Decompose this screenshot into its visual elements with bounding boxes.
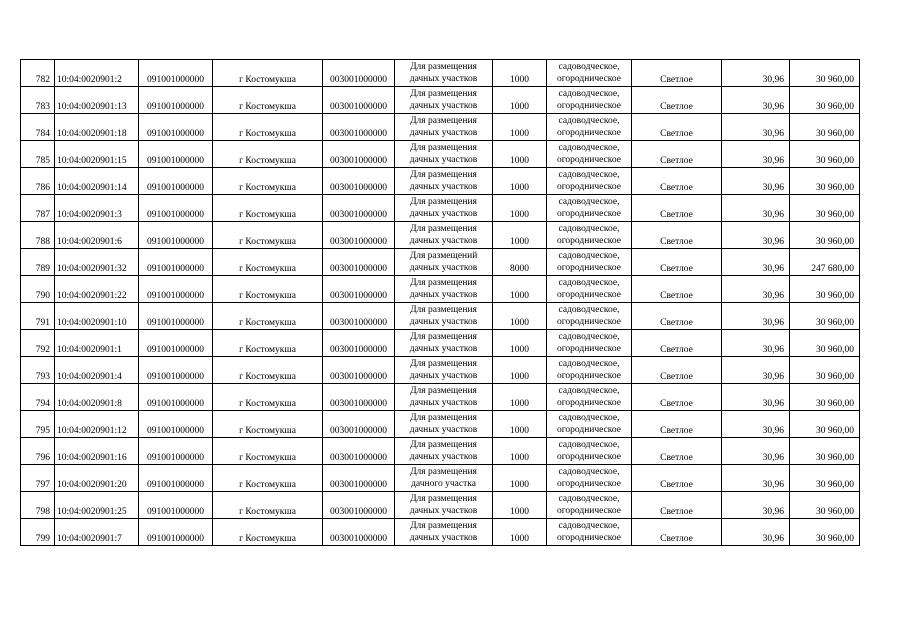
area-cell: 1000: [493, 141, 547, 168]
land-category-line-2: огородническое: [556, 344, 622, 354]
settlement-cell: г Костомукша: [213, 87, 323, 114]
permitted-use-line-2: дачных участков: [409, 182, 478, 192]
unit-value-cell: 30,96: [722, 141, 790, 168]
cadastral-value-cell: 247 680,00: [790, 249, 860, 276]
permitted-use-line-1: Для размещения: [410, 62, 477, 72]
cadastral-value-cell: 30 960,00: [790, 519, 860, 546]
table-row: [21, 168, 860, 195]
cadastral-value-cell: 30 960,00: [790, 330, 860, 357]
settlement-cell: г Костомукша: [213, 303, 323, 330]
cadastral-number-cell: 10:04:0020901:3: [55, 195, 139, 222]
cadastral-value-cell: 30 960,00: [790, 411, 860, 438]
cadastral-number-cell: 10:04:0020901:13: [55, 87, 139, 114]
permitted-use-cell: [395, 411, 493, 438]
permitted-use-line-1: Для размещения: [410, 440, 477, 450]
land-category-line-1: садоводческое,: [558, 143, 620, 153]
cadastral-value-cell: 30 960,00: [790, 438, 860, 465]
location-name-cell: Светлое: [632, 87, 722, 114]
permitted-use-cell: [395, 168, 493, 195]
cadastral-number-cell: 10:04:0020901:7: [55, 519, 139, 546]
area-cell: 1000: [493, 438, 547, 465]
land-category-cell: [547, 519, 632, 546]
permitted-use-line-1: Для размещения: [410, 467, 477, 477]
oktmo-code-cell: 091001000000: [139, 303, 213, 330]
location-name-cell: Светлое: [632, 438, 722, 465]
land-category-line-2: огородническое: [556, 128, 622, 138]
area-cell: 1000: [493, 87, 547, 114]
location-name-cell: Светлое: [632, 114, 722, 141]
oktmo-code-cell: 091001000000: [139, 411, 213, 438]
row-number-cell: 789: [21, 249, 55, 276]
code-cell: 003001000000: [323, 195, 395, 222]
settlement-cell: г Костомукша: [213, 141, 323, 168]
land-category-line-1: садоводческое,: [558, 440, 620, 450]
permitted-use-cell: [395, 330, 493, 357]
oktmo-code-cell: 091001000000: [139, 330, 213, 357]
location-name-cell: Светлое: [632, 411, 722, 438]
settlement-cell: г Костомукша: [213, 249, 323, 276]
code-cell: 003001000000: [323, 411, 395, 438]
land-category-line-1: садоводческое,: [558, 359, 620, 369]
cadastral-value-cell: 30 960,00: [790, 357, 860, 384]
permitted-use-line-1: Для размещения: [410, 494, 477, 504]
land-category-line-1: садоводческое,: [558, 278, 620, 288]
permitted-use-line-1: Для размещений: [409, 251, 478, 261]
land-category-line-1: садоводческое,: [558, 305, 620, 315]
row-number-cell: 793: [21, 357, 55, 384]
code-cell: 003001000000: [323, 438, 395, 465]
row-number-cell: 791: [21, 303, 55, 330]
land-category-cell: [547, 384, 632, 411]
table-row: [21, 384, 860, 411]
permitted-use-line-2: дачных участков: [409, 425, 478, 435]
table-row: [21, 357, 860, 384]
table-row: [21, 114, 860, 141]
cadastral-value-cell: 30 960,00: [790, 114, 860, 141]
table-row: [21, 87, 860, 114]
code-cell: 003001000000: [323, 465, 395, 492]
row-number-cell: 797: [21, 465, 55, 492]
oktmo-code-cell: 091001000000: [139, 114, 213, 141]
cadastral-value-cell: 30 960,00: [790, 303, 860, 330]
cadastral-number-cell: 10:04:0020901:20: [55, 465, 139, 492]
row-number-cell: 798: [21, 492, 55, 519]
land-category-cell: [547, 87, 632, 114]
oktmo-code-cell: 091001000000: [139, 519, 213, 546]
table-row: [21, 195, 860, 222]
unit-value-cell: 30,96: [722, 87, 790, 114]
area-cell: 8000: [493, 249, 547, 276]
cadastral-number-cell: 10:04:0020901:18: [55, 114, 139, 141]
land-category-line-1: садоводческое,: [558, 224, 620, 234]
settlement-cell: г Костомукша: [213, 465, 323, 492]
permitted-use-line-2: дачных участков: [409, 533, 478, 543]
area-cell: 1000: [493, 222, 547, 249]
area-cell: 1000: [493, 465, 547, 492]
land-category-line-2: огородническое: [556, 263, 622, 273]
permitted-use-line-1: Для размещения: [410, 197, 477, 207]
location-name-cell: Светлое: [632, 276, 722, 303]
location-name-cell: Светлое: [632, 384, 722, 411]
oktmo-code-cell: 091001000000: [139, 141, 213, 168]
land-category-line-1: садоводческое,: [558, 332, 620, 342]
unit-value-cell: 30,96: [722, 222, 790, 249]
permitted-use-line-2: дачных участков: [409, 506, 478, 516]
permitted-use-line-2: дачных участков: [409, 155, 478, 165]
settlement-cell: г Костомукша: [213, 222, 323, 249]
cadastral-number-cell: 10:04:0020901:14: [55, 168, 139, 195]
row-number-cell: 783: [21, 87, 55, 114]
oktmo-code-cell: 091001000000: [139, 492, 213, 519]
permitted-use-line-1: Для размещения: [410, 143, 477, 153]
table-row: [21, 276, 860, 303]
area-cell: 1000: [493, 303, 547, 330]
cadastral-value-cell: 30 960,00: [790, 492, 860, 519]
permitted-use-line-1: Для размещения: [410, 521, 477, 531]
settlement-cell: г Костомукша: [213, 168, 323, 195]
settlement-cell: г Костомукша: [213, 114, 323, 141]
oktmo-code-cell: 091001000000: [139, 438, 213, 465]
location-name-cell: Светлое: [632, 357, 722, 384]
cadastral-number-cell: 10:04:0020901:12: [55, 411, 139, 438]
oktmo-code-cell: 091001000000: [139, 276, 213, 303]
location-name-cell: Светлое: [632, 195, 722, 222]
permitted-use-line-2: дачных участков: [409, 290, 478, 300]
permitted-use-cell: [395, 195, 493, 222]
permitted-use-line-1: Для размещения: [410, 359, 477, 369]
settlement-cell: г Костомукша: [213, 492, 323, 519]
settlement-cell: г Костомукша: [213, 519, 323, 546]
land-category-cell: [547, 195, 632, 222]
area-cell: 1000: [493, 330, 547, 357]
row-number-cell: 790: [21, 276, 55, 303]
permitted-use-line-1: Для размещения: [410, 332, 477, 342]
permitted-use-line-1: Для размещения: [410, 386, 477, 396]
location-name-cell: Светлое: [632, 222, 722, 249]
oktmo-code-cell: 091001000000: [139, 195, 213, 222]
permitted-use-cell: [395, 519, 493, 546]
row-number-cell: 787: [21, 195, 55, 222]
area-cell: 1000: [493, 384, 547, 411]
cadastral-number-cell: 10:04:0020901:15: [55, 141, 139, 168]
land-category-line-2: огородническое: [556, 452, 622, 462]
permitted-use-line-2: дачных участков: [409, 101, 478, 111]
code-cell: 003001000000: [323, 384, 395, 411]
settlement-cell: г Костомукша: [213, 438, 323, 465]
code-cell: 003001000000: [323, 114, 395, 141]
cadastral-value-cell: 30 960,00: [790, 87, 860, 114]
unit-value-cell: 30,96: [722, 60, 790, 87]
cadastral-value-cell: 30 960,00: [790, 222, 860, 249]
table-row: [21, 438, 860, 465]
cadastral-value-cell: 30 960,00: [790, 141, 860, 168]
land-category-line-2: огородническое: [556, 317, 622, 327]
oktmo-code-cell: 091001000000: [139, 357, 213, 384]
permitted-use-cell: [395, 384, 493, 411]
cadastral-number-cell: 10:04:0020901:4: [55, 357, 139, 384]
land-category-line-2: огородническое: [556, 533, 622, 543]
code-cell: 003001000000: [323, 519, 395, 546]
unit-value-cell: 30,96: [722, 438, 790, 465]
land-category-cell: [547, 438, 632, 465]
table-row: [21, 60, 860, 87]
area-cell: 1000: [493, 114, 547, 141]
unit-value-cell: 30,96: [722, 249, 790, 276]
code-cell: 003001000000: [323, 141, 395, 168]
permitted-use-cell: [395, 438, 493, 465]
land-category-cell: [547, 465, 632, 492]
code-cell: 003001000000: [323, 357, 395, 384]
permitted-use-line-1: Для размещения: [410, 89, 477, 99]
land-category-cell: [547, 114, 632, 141]
permitted-use-cell: [395, 87, 493, 114]
cadastral-number-cell: 10:04:0020901:32: [55, 249, 139, 276]
table-row: [21, 222, 860, 249]
settlement-cell: г Костомукша: [213, 357, 323, 384]
unit-value-cell: 30,96: [722, 276, 790, 303]
settlement-cell: г Костомукша: [213, 195, 323, 222]
permitted-use-line-2: дачных участков: [409, 452, 478, 462]
settlement-cell: г Костомукша: [213, 411, 323, 438]
land-category-line-2: огородническое: [556, 74, 622, 84]
permitted-use-line-1: Для размещения: [410, 413, 477, 423]
cadastral-value-cell: 30 960,00: [790, 384, 860, 411]
unit-value-cell: 30,96: [722, 357, 790, 384]
land-category-line-1: садоводческое,: [558, 197, 620, 207]
land-category-cell: [547, 492, 632, 519]
row-number-cell: 785: [21, 141, 55, 168]
location-name-cell: Светлое: [632, 465, 722, 492]
permitted-use-line-2: дачных участков: [409, 128, 478, 138]
land-category-line-2: огородническое: [556, 155, 622, 165]
code-cell: 003001000000: [323, 492, 395, 519]
location-name-cell: Светлое: [632, 519, 722, 546]
land-category-line-2: огородническое: [556, 236, 622, 246]
land-category-cell: [547, 168, 632, 195]
location-name-cell: Светлое: [632, 168, 722, 195]
table-row: [21, 411, 860, 438]
unit-value-cell: 30,96: [722, 114, 790, 141]
oktmo-code-cell: 091001000000: [139, 384, 213, 411]
cadastral-value-cell: 30 960,00: [790, 465, 860, 492]
cadastral-number-cell: 10:04:0020901:6: [55, 222, 139, 249]
land-category-cell: [547, 411, 632, 438]
permitted-use-line-1: Для размещения: [410, 278, 477, 288]
oktmo-code-cell: 091001000000: [139, 222, 213, 249]
permitted-use-cell: [395, 249, 493, 276]
land-category-line-2: огородническое: [556, 209, 622, 219]
area-cell: 1000: [493, 195, 547, 222]
location-name-cell: Светлое: [632, 60, 722, 87]
cadastral-number-cell: 10:04:0020901:1: [55, 330, 139, 357]
permitted-use-cell: [395, 141, 493, 168]
cadastral-value-cell: 30 960,00: [790, 276, 860, 303]
settlement-cell: г Костомукша: [213, 330, 323, 357]
code-cell: 003001000000: [323, 330, 395, 357]
land-category-cell: [547, 357, 632, 384]
land-category-cell: [547, 60, 632, 87]
area-cell: 1000: [493, 168, 547, 195]
oktmo-code-cell: 091001000000: [139, 87, 213, 114]
cadastral-value-cell: 30 960,00: [790, 195, 860, 222]
cadastral-number-cell: 10:04:0020901:10: [55, 303, 139, 330]
cadastral-number-cell: 10:04:0020901:16: [55, 438, 139, 465]
permitted-use-cell: [395, 222, 493, 249]
location-name-cell: Светлое: [632, 141, 722, 168]
permitted-use-line-2: дачного участка: [411, 479, 476, 489]
row-number-cell: 786: [21, 168, 55, 195]
land-category-cell: [547, 222, 632, 249]
permitted-use-line-2: дачных участков: [409, 74, 478, 84]
unit-value-cell: 30,96: [722, 195, 790, 222]
land-category-cell: [547, 141, 632, 168]
location-name-cell: Светлое: [632, 249, 722, 276]
unit-value-cell: 30,96: [722, 168, 790, 195]
code-cell: 003001000000: [323, 276, 395, 303]
permitted-use-line-1: Для размещения: [410, 170, 477, 180]
permitted-use-cell: [395, 465, 493, 492]
land-category-line-1: садоводческое,: [558, 521, 620, 531]
unit-value-cell: 30,96: [722, 384, 790, 411]
permitted-use-line-2: дачных участков: [409, 209, 478, 219]
land-category-line-2: огородническое: [556, 398, 622, 408]
table-row: [21, 141, 860, 168]
land-category-cell: [547, 330, 632, 357]
code-cell: 003001000000: [323, 249, 395, 276]
land-category-line-1: садоводческое,: [558, 494, 620, 504]
permitted-use-cell: [395, 60, 493, 87]
row-number-cell: 796: [21, 438, 55, 465]
row-number-cell: 794: [21, 384, 55, 411]
unit-value-cell: 30,96: [722, 465, 790, 492]
permitted-use-line-2: дачных участков: [409, 371, 478, 381]
area-cell: 1000: [493, 60, 547, 87]
settlement-cell: г Костомукша: [213, 276, 323, 303]
row-number-cell: 799: [21, 519, 55, 546]
unit-value-cell: 30,96: [722, 519, 790, 546]
cadastral-number-cell: 10:04:0020901:25: [55, 492, 139, 519]
settlement-cell: г Костомукша: [213, 60, 323, 87]
land-category-line-2: огородническое: [556, 425, 622, 435]
code-cell: 003001000000: [323, 168, 395, 195]
permitted-use-cell: [395, 492, 493, 519]
land-category-line-2: огородническое: [556, 182, 622, 192]
table-row: [21, 492, 860, 519]
oktmo-code-cell: 091001000000: [139, 249, 213, 276]
unit-value-cell: 30,96: [722, 492, 790, 519]
area-cell: 1000: [493, 411, 547, 438]
table-row: [21, 249, 860, 276]
permitted-use-line-2: дачных участков: [409, 236, 478, 246]
permitted-use-cell: [395, 303, 493, 330]
permitted-use-line-2: дачных участков: [409, 398, 478, 408]
row-number-cell: 792: [21, 330, 55, 357]
oktmo-code-cell: 091001000000: [139, 465, 213, 492]
row-number-cell: 788: [21, 222, 55, 249]
land-category-line-1: садоводческое,: [558, 386, 620, 396]
oktmo-code-cell: 091001000000: [139, 168, 213, 195]
code-cell: 003001000000: [323, 303, 395, 330]
cadastral-number-cell: 10:04:0020901:22: [55, 276, 139, 303]
land-category-line-1: садоводческое,: [558, 89, 620, 99]
land-category-line-2: огородническое: [556, 290, 622, 300]
location-name-cell: Светлое: [632, 303, 722, 330]
cadastral-value-cell: 30 960,00: [790, 168, 860, 195]
table-body: [21, 60, 860, 546]
code-cell: 003001000000: [323, 222, 395, 249]
land-category-line-1: садоводческое,: [558, 413, 620, 423]
unit-value-cell: 30,96: [722, 330, 790, 357]
location-name-cell: Светлое: [632, 330, 722, 357]
land-category-cell: [547, 303, 632, 330]
land-category-line-1: садоводческое,: [558, 170, 620, 180]
row-number-cell: 782: [21, 60, 55, 87]
cadastral-number-cell: 10:04:0020901:8: [55, 384, 139, 411]
table-row: [21, 303, 860, 330]
area-cell: 1000: [493, 492, 547, 519]
land-category-line-1: садоводческое,: [558, 251, 620, 261]
land-plots-table: [20, 59, 860, 546]
permitted-use-line-2: дачных участков: [409, 344, 478, 354]
code-cell: 003001000000: [323, 60, 395, 87]
land-category-line-1: садоводческое,: [558, 467, 620, 477]
permitted-use-cell: [395, 276, 493, 303]
permitted-use-cell: [395, 357, 493, 384]
land-category-line-2: огородническое: [556, 371, 622, 381]
land-category-cell: [547, 276, 632, 303]
land-category-line-2: огородническое: [556, 506, 622, 516]
table-row: [21, 330, 860, 357]
area-cell: 1000: [493, 276, 547, 303]
area-cell: 1000: [493, 519, 547, 546]
permitted-use-line-1: Для размещения: [410, 224, 477, 234]
cadastral-number-cell: 10:04:0020901:2: [55, 60, 139, 87]
location-name-cell: Светлое: [632, 492, 722, 519]
land-category-cell: [547, 249, 632, 276]
table-row: [21, 465, 860, 492]
code-cell: 003001000000: [323, 87, 395, 114]
land-category-line-1: садоводческое,: [558, 62, 620, 72]
table-row: [21, 519, 860, 546]
settlement-cell: г Костомукша: [213, 384, 323, 411]
land-category-line-2: огородническое: [556, 101, 622, 111]
permitted-use-line-2: дачных участков: [409, 317, 478, 327]
land-category-line-1: садоводческое,: [558, 116, 620, 126]
cadastral-value-cell: 30 960,00: [790, 60, 860, 87]
permitted-use-line-1: Для размещения: [410, 305, 477, 315]
permitted-use-line-1: Для размещения: [410, 116, 477, 126]
permitted-use-line-2: дачных участков: [409, 263, 478, 273]
oktmo-code-cell: 091001000000: [139, 60, 213, 87]
unit-value-cell: 30,96: [722, 411, 790, 438]
row-number-cell: 784: [21, 114, 55, 141]
permitted-use-cell: [395, 114, 493, 141]
area-cell: 1000: [493, 357, 547, 384]
land-category-line-2: огородническое: [556, 479, 622, 489]
unit-value-cell: 30,96: [722, 303, 790, 330]
row-number-cell: 795: [21, 411, 55, 438]
